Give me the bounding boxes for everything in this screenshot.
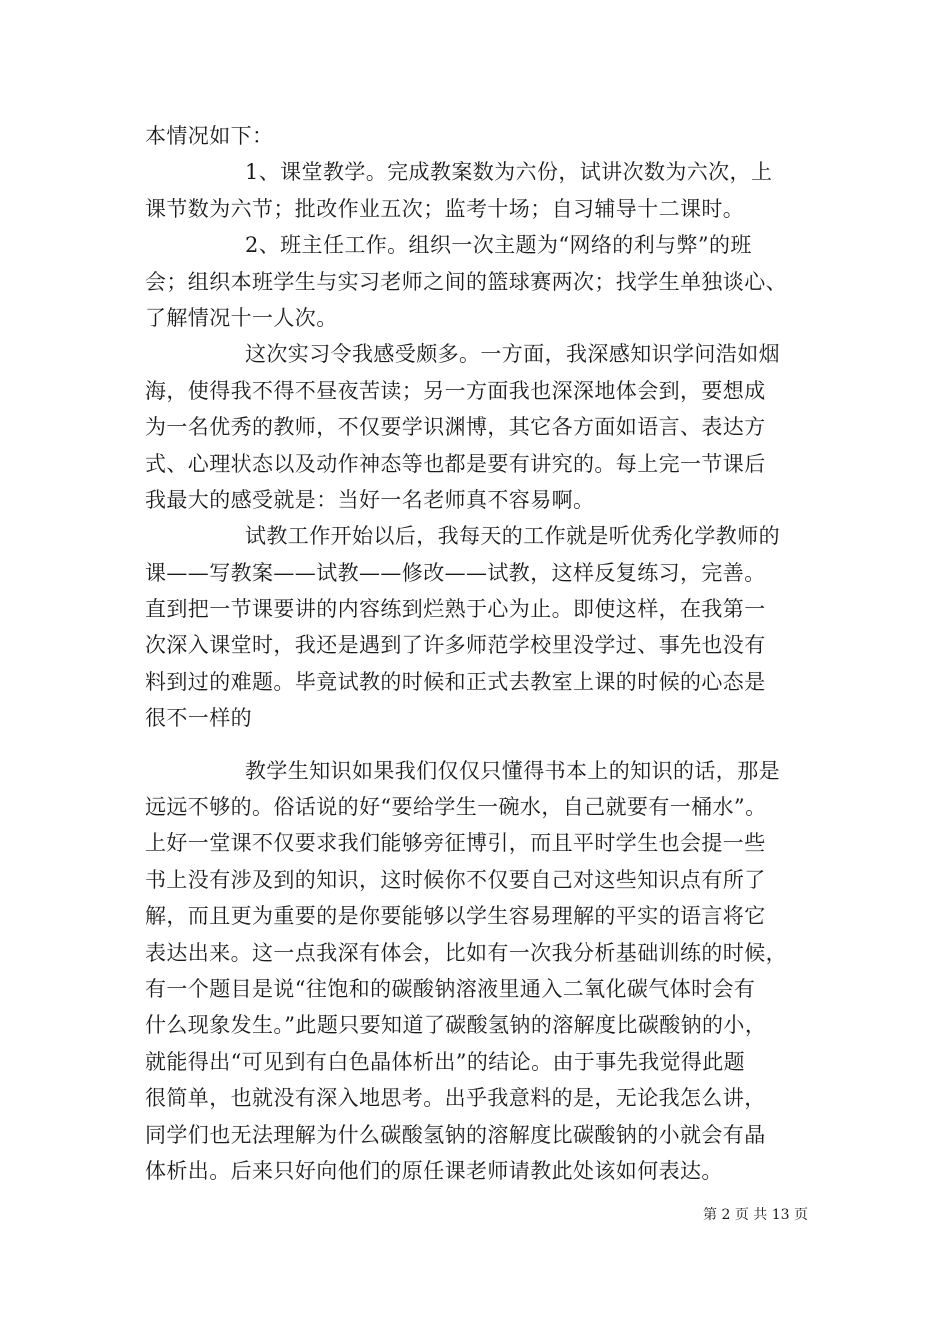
text-line: 次深入课堂时，我还是遇到了许多师范学校里没学过、事先也没有	[145, 633, 766, 658]
text-line: 远远不够的。俗话说的好“要给学生一碗水，自己就要有一桶水”。	[145, 795, 767, 820]
text-line: 这次实习令我感受颇多。一方面，我深感知识学问浩如烟	[245, 342, 780, 367]
text-line: 很简单，也就没有深入地思考。出乎我意料的是，无论我怎么讲，	[145, 1086, 766, 1111]
text-line: 同学们也无法理解为什么碳酸氢钠的溶解度比碳酸钠的小就会有晶	[145, 1122, 766, 1147]
text-line: 直到把一节课要讲的内容练到烂熟于心为止。即使这样，在我第一	[145, 597, 766, 622]
paragraph-gap	[145, 737, 810, 753]
text-line: 表达出来。这一点我深有体会，比如有一次我分析基础训练的时候，	[145, 940, 787, 965]
document-body	[145, 118, 810, 1189]
text-line: 课——写教案——试教——修改——试教，这样反复练习，完善。	[145, 560, 766, 585]
text-line: 很不一样的	[145, 706, 252, 731]
text-line: 体析出。后来只好向他们的原任课老师请教此处该如何表达。	[145, 1158, 723, 1183]
text-line: 本情况如下：	[145, 124, 274, 148]
text-line: 试教工作开始以后，我每天的工作就是听优秀化学教师的	[245, 524, 780, 549]
text-line: 课节数为六节；批改作业五次；监考十场；自习辅导十二课时。	[145, 196, 745, 221]
page-number: 第 2 页 共 13 页	[703, 1207, 808, 1223]
text-line: 就能得出“可见到有白色晶体析出”的结论。由于事先我觉得此题	[145, 1049, 746, 1074]
text-line: 式、心理状态以及动作神态等也都是要有讲究的。每上完一节课后	[145, 451, 766, 476]
text-line: 为一名优秀的教师，不仅要学识渊博，其它各方面如语言、表达方	[145, 415, 766, 440]
text-line: 书上没有涉及到的知识，这时候你不仅要自己对这些知识点有所了	[145, 867, 766, 892]
text-line: 料到过的难题。毕竟试教的时候和正式去教室上课的时候的心态是	[145, 669, 766, 694]
text-line: 会；组织本班学生与实习老师之间的篮球赛两次；找学生单独谈心、	[145, 269, 787, 294]
text-line: 了解情况十一人次。	[145, 305, 338, 330]
text-line: 什么现象发生。”此题只要知道了碳酸氢钠的溶解度比碳酸钠的小，	[145, 1013, 767, 1038]
text-line: 教学生知识如果我们仅仅只懂得书本上的知识的话，那是	[245, 758, 780, 783]
text-line: 海，使得我不得不昼夜苦读；另一方面我也深深地体会到，要想成	[145, 378, 766, 403]
text-line: 解，而且更为重要的是你要能够以学生容易理解的平实的语言将它	[145, 904, 766, 929]
text-line: 我最大的感受就是：当好一名老师真不容易啊。	[145, 487, 595, 512]
text-line: 上好一堂课不仅要求我们能够旁征博引，而且平时学生也会提一些	[145, 831, 766, 856]
text-line: 有一个题目是说“往饱和的碳酸钠溶液里通入二氧化碳气体时会有	[145, 976, 756, 1001]
text-line: 2、班主任工作。组织一次主题为“网络的利与弊”的班	[245, 233, 752, 258]
text-line: 1、课堂教学。完成教案数为六份，试讲次数为六次，上	[245, 160, 773, 185]
